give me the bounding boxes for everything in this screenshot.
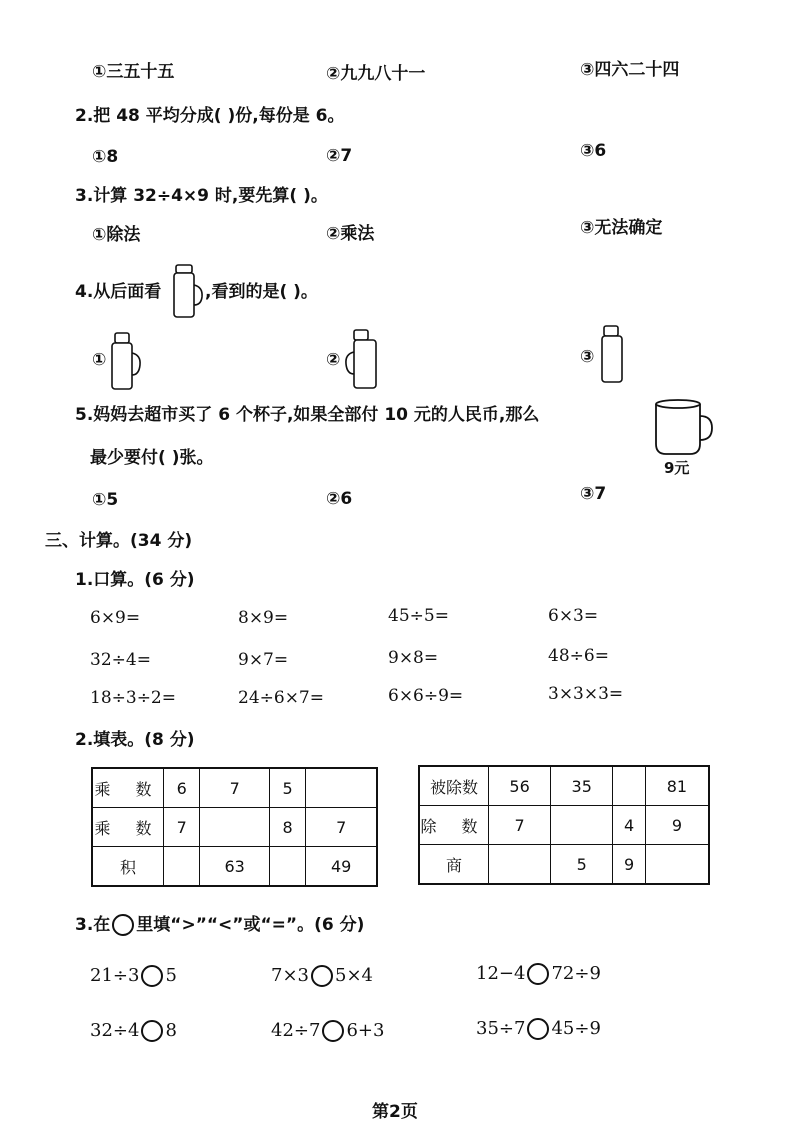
table-cell: 49 bbox=[306, 847, 377, 887]
compare-right: 72÷9 bbox=[551, 963, 601, 984]
compare-circle[interactable] bbox=[311, 965, 333, 987]
compare-circle[interactable] bbox=[527, 1018, 549, 1040]
compare-circle[interactable] bbox=[141, 1020, 163, 1042]
q4-option-3: ③ bbox=[580, 347, 595, 367]
q1-option-2: ②九九八十一 bbox=[326, 64, 426, 84]
q4-stem-start: 4.从后面看 bbox=[75, 282, 162, 302]
sub3-prefix: 3.在 bbox=[75, 915, 111, 935]
table-cell-blank[interactable] bbox=[306, 768, 377, 808]
oral-3-1: 18÷3÷2= bbox=[90, 688, 176, 708]
table-cell: 乘 数 bbox=[92, 808, 164, 847]
section-3-sub2: 2.填表。(8 分) bbox=[75, 730, 195, 750]
compare-right: 8 bbox=[165, 1020, 177, 1041]
q3-option-2: ②乘法 bbox=[326, 224, 375, 244]
q4-option-1: ① bbox=[92, 350, 107, 370]
q5-option-3: ③7 bbox=[580, 484, 607, 504]
table-cell-blank[interactable] bbox=[200, 808, 270, 847]
oral-3-2: 24÷6×7= bbox=[238, 688, 324, 708]
q5-option-1: ①5 bbox=[92, 490, 119, 510]
oral-3-4: 3×3×3= bbox=[548, 684, 624, 704]
compare-circle[interactable] bbox=[141, 965, 163, 987]
oral-2-1: 32÷4= bbox=[90, 650, 151, 670]
table-cell-blank[interactable] bbox=[613, 766, 646, 806]
circle-icon bbox=[112, 914, 134, 936]
table-cell-blank[interactable] bbox=[164, 847, 200, 887]
table-cell-blank[interactable] bbox=[645, 845, 709, 885]
q2-option-3: ③6 bbox=[580, 141, 607, 161]
compare-right: 5×4 bbox=[335, 965, 373, 986]
compare-left: 21÷3 bbox=[90, 965, 140, 986]
compare-left: 42÷7 bbox=[271, 1020, 321, 1041]
q2-option-1: ①8 bbox=[92, 147, 119, 167]
section-3-sub3 bbox=[75, 914, 364, 936]
oral-1-2: 8×9= bbox=[238, 608, 289, 628]
oral-2-2: 9×7= bbox=[238, 650, 289, 670]
table-cell: 除 数 bbox=[419, 806, 489, 845]
table-cell: 35 bbox=[551, 766, 613, 806]
table-cell: 商 bbox=[419, 845, 489, 885]
oral-1-4: 6×3= bbox=[548, 606, 599, 626]
compare-right: 5 bbox=[165, 965, 177, 986]
table-cell: 56 bbox=[489, 766, 551, 806]
q4-option-2: ② bbox=[326, 350, 341, 370]
table-cell-blank[interactable] bbox=[551, 806, 613, 845]
sub3-suffix: 里填“>”“<”或“=”。(6 分) bbox=[136, 915, 365, 935]
oral-1-3: 45÷5= bbox=[388, 606, 449, 626]
compare-left: 32÷4 bbox=[90, 1020, 140, 1041]
cup-icon bbox=[652, 400, 714, 456]
table-cell: 7 bbox=[200, 768, 270, 808]
table-row bbox=[419, 766, 709, 806]
oral-3-3: 6×6÷9= bbox=[388, 686, 464, 706]
q5-stem-line1: 5.妈妈去超市买了 6 个杯子,如果全部付 10 元的人民币,那么 bbox=[75, 405, 540, 425]
table-cell: 9 bbox=[613, 845, 646, 885]
compare-right: 45÷9 bbox=[551, 1018, 601, 1039]
compare-1-1 bbox=[90, 965, 177, 987]
section-3-title: 三、计算。(34 分) bbox=[45, 531, 193, 551]
q4-stem-end: ,看到的是( )。 bbox=[205, 282, 318, 302]
table-cell: 8 bbox=[269, 808, 305, 847]
q3-stem: 3.计算 32÷4×9 时,要先算( )。 bbox=[75, 186, 328, 206]
table-cell: 被除数 bbox=[419, 766, 489, 806]
table-cell: 5 bbox=[269, 768, 305, 808]
table-cell-blank[interactable] bbox=[489, 845, 551, 885]
table-row bbox=[419, 806, 709, 845]
q2-option-2: ②7 bbox=[326, 146, 353, 166]
compare-circle[interactable] bbox=[322, 1020, 344, 1042]
table-cell: 积 bbox=[92, 847, 164, 887]
thermos-reference-icon bbox=[172, 265, 204, 319]
table-row bbox=[92, 847, 377, 887]
table-row bbox=[92, 808, 377, 847]
table-cell: 7 bbox=[489, 806, 551, 845]
table-row bbox=[419, 845, 709, 885]
compare-left: 12−4 bbox=[476, 963, 526, 984]
table-cell: 81 bbox=[645, 766, 709, 806]
oral-2-3: 9×8= bbox=[388, 648, 439, 668]
compare-left: 35÷7 bbox=[476, 1018, 526, 1039]
table-cell: 9 bbox=[645, 806, 709, 845]
table-cell: 7 bbox=[306, 808, 377, 847]
q5-option-2: ②6 bbox=[326, 489, 353, 509]
compare-2-2 bbox=[271, 1020, 384, 1042]
thermos-option-3-icon bbox=[600, 326, 626, 384]
q3-option-1: ①除法 bbox=[92, 225, 141, 245]
table-cell: 4 bbox=[613, 806, 646, 845]
oral-1-1: 6×9= bbox=[90, 608, 141, 628]
q5-stem-line2: 最少要付( )张。 bbox=[90, 448, 214, 468]
table-cell-blank[interactable] bbox=[269, 847, 305, 887]
thermos-option-2-icon bbox=[344, 330, 378, 390]
q1-option-3: ③四六二十四 bbox=[580, 60, 680, 80]
q2-stem: 2.把 48 平均分成( )份,每份是 6。 bbox=[75, 106, 345, 126]
table-cell: 63 bbox=[200, 847, 270, 887]
compare-2-1 bbox=[90, 1020, 177, 1042]
division-table bbox=[418, 765, 710, 885]
cup-price: 9元 bbox=[664, 459, 690, 477]
multiplication-table bbox=[91, 767, 378, 887]
compare-2-3 bbox=[476, 1018, 601, 1040]
table-cell: 7 bbox=[164, 808, 200, 847]
table-cell: 乘 数 bbox=[92, 768, 164, 808]
q3-option-3: ③无法确定 bbox=[580, 218, 663, 238]
compare-circle[interactable] bbox=[527, 963, 549, 985]
compare-1-3 bbox=[476, 963, 601, 985]
section-3-sub1: 1.口算。(6 分) bbox=[75, 570, 195, 590]
oral-2-4: 48÷6= bbox=[548, 646, 609, 666]
page-number: 第2页 bbox=[372, 1102, 418, 1122]
table-row bbox=[92, 768, 377, 808]
thermos-option-1-icon bbox=[110, 333, 144, 391]
q1-option-1: ①三五十五 bbox=[92, 62, 175, 82]
table-cell: 5 bbox=[551, 845, 613, 885]
table-cell: 6 bbox=[164, 768, 200, 808]
compare-left: 7×3 bbox=[271, 965, 309, 986]
compare-1-2 bbox=[271, 965, 373, 987]
compare-right: 6+3 bbox=[346, 1020, 385, 1041]
